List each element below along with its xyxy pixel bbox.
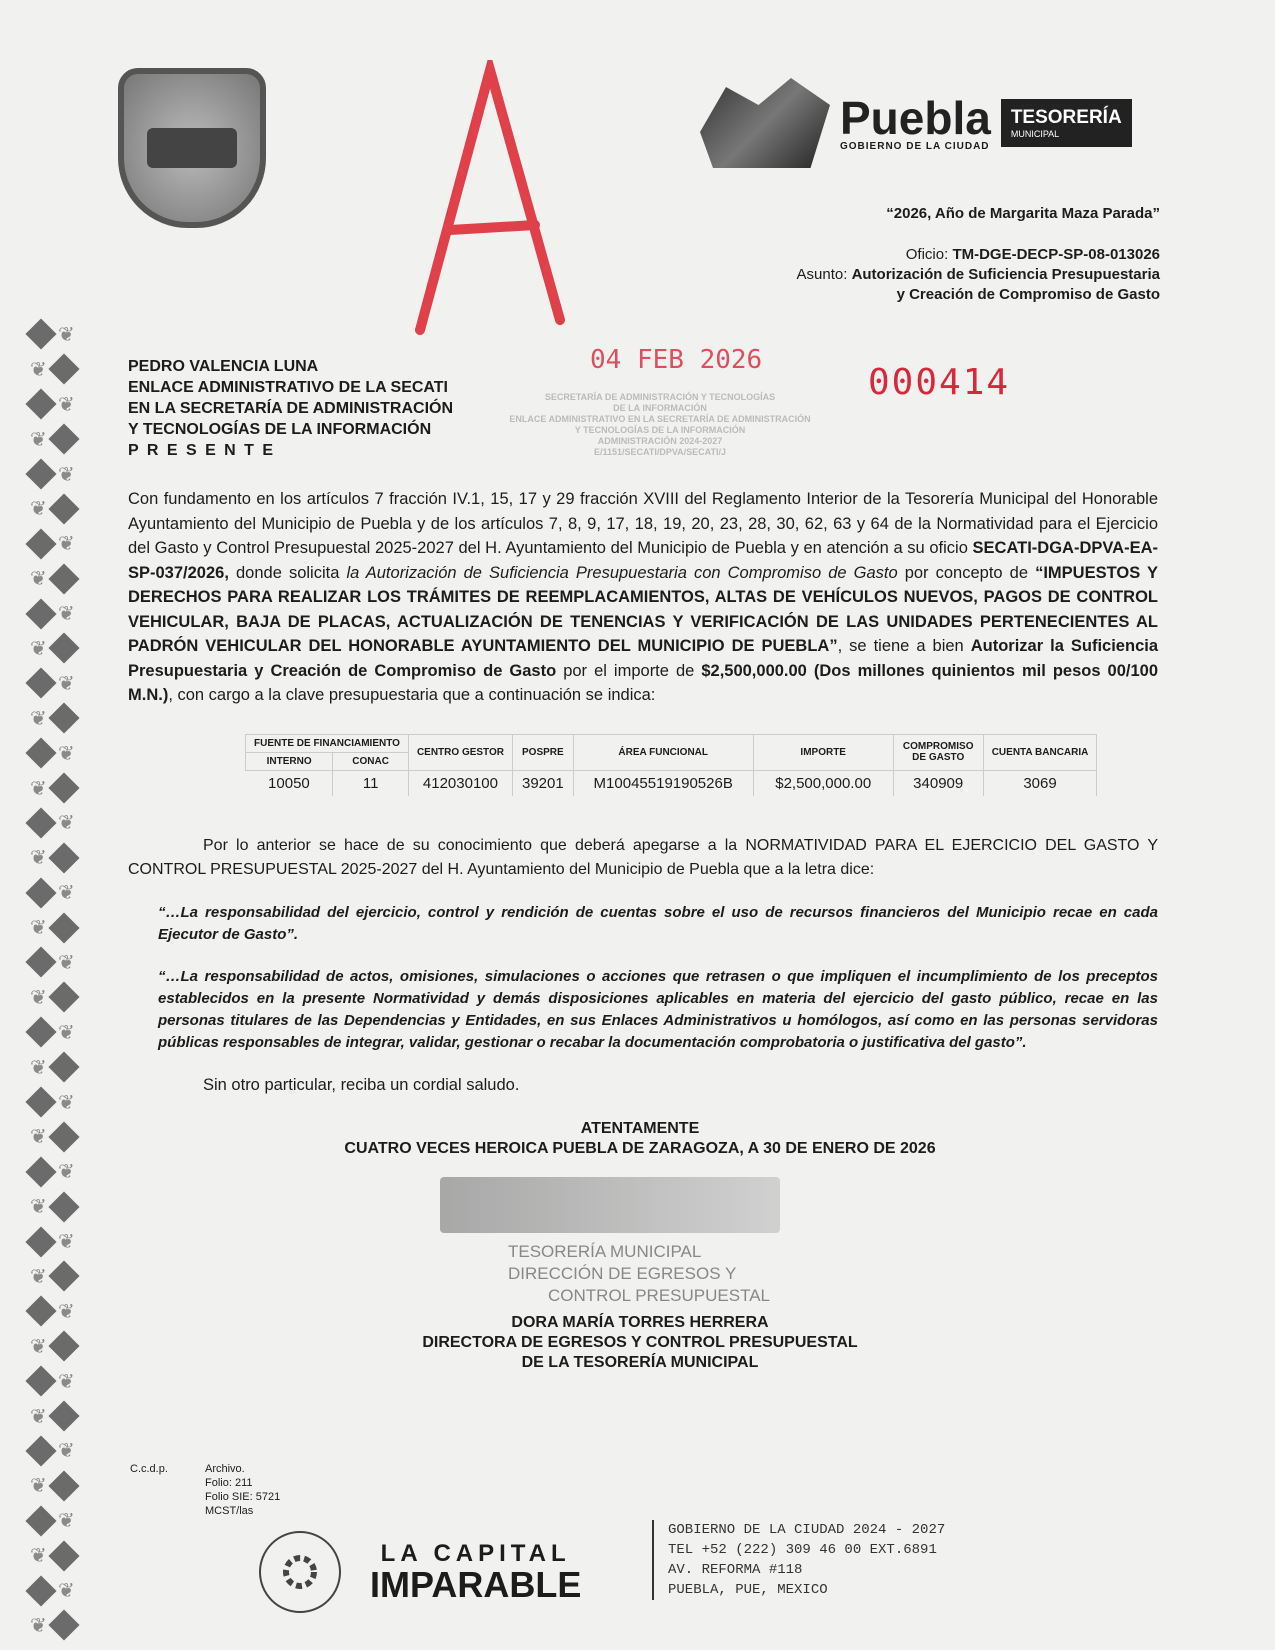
oficio-label: Oficio: — [905, 246, 949, 263]
budget-table — [245, 734, 1097, 796]
table-cell: 11 — [333, 770, 409, 796]
la-capital-imparable-logo — [370, 1540, 582, 1605]
border-ornament: ❦ — [30, 564, 90, 593]
addressee-line: EN LA SECRETARÍA DE ADMINISTRACIÓN — [128, 400, 454, 417]
border-ornament: ❦ — [30, 390, 90, 419]
addressee-line: ENLACE ADMINISTRATIVO DE LA SECATI — [128, 379, 448, 396]
folio-stamp: 000414 — [868, 362, 1011, 403]
cap-line-1: LA CAPITAL — [380, 1540, 571, 1567]
body-text: por concepto de — [897, 563, 1036, 582]
body-text: Con fundamento en los artículos 7 fracción IV.1, 15, 17 y 29 fracción XVIII del Reglamento Interior de la Tesorería Municipal del Honorable Ayuntamiento del Municipio de Puebla y de los artículos 7, 8, 9, 17, 18, 19, 20, 23, 28, 30, 62, 63 y 64 de la Normatividad para el Ejercicio del Gasto y Control Presupuestal 2025-2027 del H. Ayuntamiento del Municipio de Puebla y en atención a su oficio — [128, 490, 1158, 557]
border-ornament: ❦ — [30, 599, 90, 628]
tesoreria-stamp-logo — [440, 1177, 780, 1233]
signatory — [300, 1313, 980, 1373]
received-stamp — [490, 392, 830, 458]
asunto-line-2: y Creación de Compromiso de Gasto — [896, 286, 1160, 303]
puebla-tesoreria-logo — [700, 78, 1132, 168]
border-ornament: ❦ — [30, 1402, 90, 1431]
border-ornament: ❦ — [30, 634, 90, 663]
th-conac: CONAC — [333, 752, 409, 770]
border-ornament: ❦ — [30, 843, 90, 872]
stamp-line: DIRECCIÓN DE EGRESOS Y — [508, 1263, 737, 1283]
ccp-line: Folio SIE: 5721 — [205, 1491, 281, 1503]
border-ornament: ❦ — [30, 808, 90, 837]
body-amount: $2,500,000.00 (Dos millones quinientos mil pesos 00/100 M.N.) — [128, 661, 1158, 704]
border-ornament: ❦ — [30, 1437, 90, 1466]
asunto-label: Asunto: — [796, 266, 848, 283]
body-text: , con cargo a la clave presupuestaria que a continuación se indica: — [168, 686, 656, 704]
th-area: ÁREA FUNCIONAL — [573, 734, 753, 770]
footer-line: PUEBLA, PUE, MEXICO — [668, 1582, 828, 1598]
quote-2: “…La responsabilidad de actos, omisiones, simulaciones o acciones que retrasen o que impliquen el incumplimiento de los preceptos establecidos en la presente Normatividad y demás disposiciones aplicables en materia del ejercicio del gasto público, recae en las personas titulares de las Dependencias y Entidades, en sus Enlaces Administrativos u homólogos, así como en las personas servidoras públicas responsables de integrar, validar, gestionar o recabar la documentación comprobatoria o justificativa del gasto”. — [158, 967, 1158, 1051]
border-ornament: ❦ — [30, 1297, 90, 1326]
th-compromiso: COMPROMISO DE GASTO — [893, 734, 983, 770]
border-ornament: ❦ — [30, 1262, 90, 1291]
th-pospre: POSPRE — [512, 734, 573, 770]
puebla-logo-icon — [700, 78, 830, 168]
addressee-block — [128, 356, 453, 461]
border-ornament: ❦ — [30, 1576, 90, 1605]
table-cell: 10050 — [246, 770, 333, 796]
red-handwritten-a — [410, 60, 580, 340]
table-cell: $2,500,000.00 — [753, 770, 893, 796]
border-ornament: ❦ — [30, 1053, 90, 1082]
signatory-title: DE LA TESORERÍA MUNICIPAL — [521, 1353, 759, 1371]
th-centro: CENTRO GESTOR — [408, 734, 512, 770]
border-ornament: ❦ — [30, 704, 90, 733]
signatory-title: DIRECTORA DE EGRESOS Y CONTROL PRESUPUESTAL — [422, 1333, 858, 1351]
footer-contact — [652, 1520, 945, 1600]
body-text: por el importe de — [556, 661, 702, 680]
border-ornament: ❦ — [30, 669, 90, 698]
border-ornament: ❦ — [30, 425, 90, 454]
quote-1: “…La responsabilidad del ejercicio, control y rendición de cuentas sobre el uso de recursos financieros del Municipio recae en cada Ejecutor de Gasto”. — [158, 903, 1158, 943]
closing: Sin otro particular, reciba un cordial saludo. — [203, 1075, 520, 1094]
th-importe: IMPORTE — [753, 734, 893, 770]
body-authorization: Autorizar la Suficiencia Presupuestaria y Creación de Compromiso de Gasto — [128, 637, 1159, 680]
border-ornament: ❦ — [30, 529, 90, 558]
asunto-line-1: Autorización de Suficiencia Presupuestaria — [851, 266, 1160, 283]
body-paragraph — [128, 487, 1158, 708]
table-row — [246, 770, 1097, 796]
border-ornament: ❦ — [30, 1192, 90, 1221]
border-ornament: ❦ — [30, 320, 90, 349]
th-interno: INTERNO — [246, 752, 333, 770]
border-ornament: ❦ — [30, 1367, 90, 1396]
border-ornament: ❦ — [30, 1506, 90, 1535]
footer-line: AV. REFORMA #118 — [668, 1562, 803, 1578]
border-ornament: ❦ — [30, 1088, 90, 1117]
border-ornament: ❦ — [30, 878, 90, 907]
tesoreria-label: TESORERÍA — [1010, 107, 1122, 128]
stamp-line: CONTROL PRESUPUESTAL — [548, 1285, 770, 1305]
received-stamp-line: ENLACE ADMINISTRATIVO EN LA SECRETARÍA DE ADMINISTRACIÓN — [509, 414, 811, 424]
place-date: CUATRO VECES HEROICA PUEBLA DE ZARAGOZA, A 30 DE ENERO DE 2026 — [344, 1139, 936, 1157]
border-ornament: ❦ — [30, 1611, 90, 1640]
ccp-line: MCST/las — [205, 1505, 254, 1517]
oficio-number: TM-DGE-DECP-SP-08-013026 — [952, 246, 1160, 263]
border-ornament: ❦ — [30, 1332, 90, 1361]
table-cell: 39201 — [512, 770, 573, 796]
table-cell: 340909 — [893, 770, 983, 796]
atentamente: ATENTAMENTE — [580, 1119, 700, 1137]
border-ornament: ❦ — [30, 355, 90, 384]
equality-seal-icon — [250, 1522, 350, 1622]
body-text: donde solicita — [228, 563, 347, 582]
logo-sub: GOBIERNO DE LA CIUDAD — [840, 140, 990, 152]
oficio-reference: SECATI-DGA-DPVA-EA-SP-037/2026, — [128, 539, 1158, 582]
footer-line: GOBIERNO DE LA CIUDAD 2024 - 2027 — [668, 1522, 946, 1538]
border-ornament: ❦ — [30, 774, 90, 803]
received-stamp-line: Y TECNOLOGÍAS DE LA INFORMACIÓN — [574, 425, 746, 435]
ccp-lines — [205, 1462, 280, 1518]
addressee-line: Y TECNOLOGÍAS DE LA INFORMACIÓN — [128, 421, 432, 438]
th-cuenta: CUENTA BANCARIA — [983, 734, 1097, 770]
signatory-name: DORA MARÍA TORRES HERRERA — [511, 1313, 769, 1331]
tesoreria-sub: MUNICIPAL — [1010, 129, 1060, 139]
border-ornament: ❦ — [30, 1122, 90, 1151]
ccp-line: Folio: 211 — [205, 1477, 253, 1489]
received-stamp-line: ADMINISTRACIÓN 2024-2027 — [597, 436, 723, 446]
border-ornament: ❦ — [30, 1227, 90, 1256]
date-stamp: 04 FEB 2026 — [590, 345, 763, 375]
table-cell: 412030100 — [408, 770, 512, 796]
decorative-border — [30, 320, 90, 1640]
letter-content — [128, 487, 1158, 1373]
ccp-label: C.c.d.p. — [130, 1463, 168, 1475]
body-concept: “IMPUESTOS Y DERECHOS PARA REALIZAR LOS TRÁMITES DE REEMPLACAMIENTOS, ALTAS DE VEHÍCULOS NUEVOS, PAGOS DE CONTROL VEHICULAR, BAJA DE PLACAS, ACTUALIZACIÓN DE TENENCIAS Y VERIFICACIÓN DE LAS UNIDADES PERTENECIENTES AL PADRÓN VEHICULAR DEL HONORABLE AYUNTAMIENTO DEL MUNICIPIO DE PUEBLA” — [128, 563, 1158, 655]
border-ornament: ❦ — [30, 460, 90, 489]
th-fuente: FUENTE DE FINANCIAMIENTO — [246, 734, 409, 752]
border-ornament: ❦ — [30, 739, 90, 768]
received-stamp-line: E/1151/SECATI/DPVA/SECATI/J — [593, 447, 727, 457]
normativity-paragraph: Por lo anterior se hace de su conocimiento que deberá apegarse a la NORMATIVIDAD PARA EL EJERCICIO DEL GASTO Y CONTROL PRESUPUESTAL 2025-2027 del H. Ayuntamiento del Municipio de Puebla que a la letra dice: — [128, 836, 1158, 878]
seal-stamp — [508, 1241, 1158, 1307]
cap-line-2: IMPARABLE — [370, 1564, 582, 1605]
border-ornament: ❦ — [30, 983, 90, 1012]
received-stamp-line: DE LA INFORMACIÓN — [613, 403, 707, 413]
stamp-line: TESORERÍA MUNICIPAL — [508, 1241, 702, 1261]
addressee-line: P R E S E N T E — [128, 442, 276, 459]
oficio-block — [797, 245, 1160, 305]
year-motto: “2026, Año de Margarita Maza Parada” — [886, 205, 1160, 222]
tesoreria-badge — [1001, 99, 1132, 147]
border-ornament: ❦ — [30, 913, 90, 942]
border-ornament: ❦ — [30, 1157, 90, 1186]
received-stamp-line: SECRETARÍA DE ADMINISTRACIÓN Y TECNOLOGÍAS — [544, 392, 776, 402]
border-ornament: ❦ — [30, 1018, 90, 1047]
signature-header — [300, 1119, 980, 1159]
ccp-line: Archivo. — [205, 1463, 245, 1475]
border-ornament: ❦ — [30, 1471, 90, 1500]
table-cell: 3069 — [983, 770, 1097, 796]
city-seal-logo — [118, 68, 266, 228]
footer-line: TEL +52 (222) 309 46 00 EXT.6891 — [668, 1542, 937, 1558]
body-text: , se tiene a bien — [837, 637, 971, 655]
logo-text: Puebla — [840, 91, 991, 144]
border-ornament: ❦ — [30, 948, 90, 977]
border-ornament: ❦ — [30, 1541, 90, 1570]
border-ornament: ❦ — [30, 494, 90, 523]
table-cell: M10045519190526B — [573, 770, 753, 796]
body-request: la Autorización de Suficiencia Presupuestaria con Compromiso de Gasto — [346, 563, 898, 582]
addressee-line: PEDRO VALENCIA LUNA — [128, 358, 319, 375]
